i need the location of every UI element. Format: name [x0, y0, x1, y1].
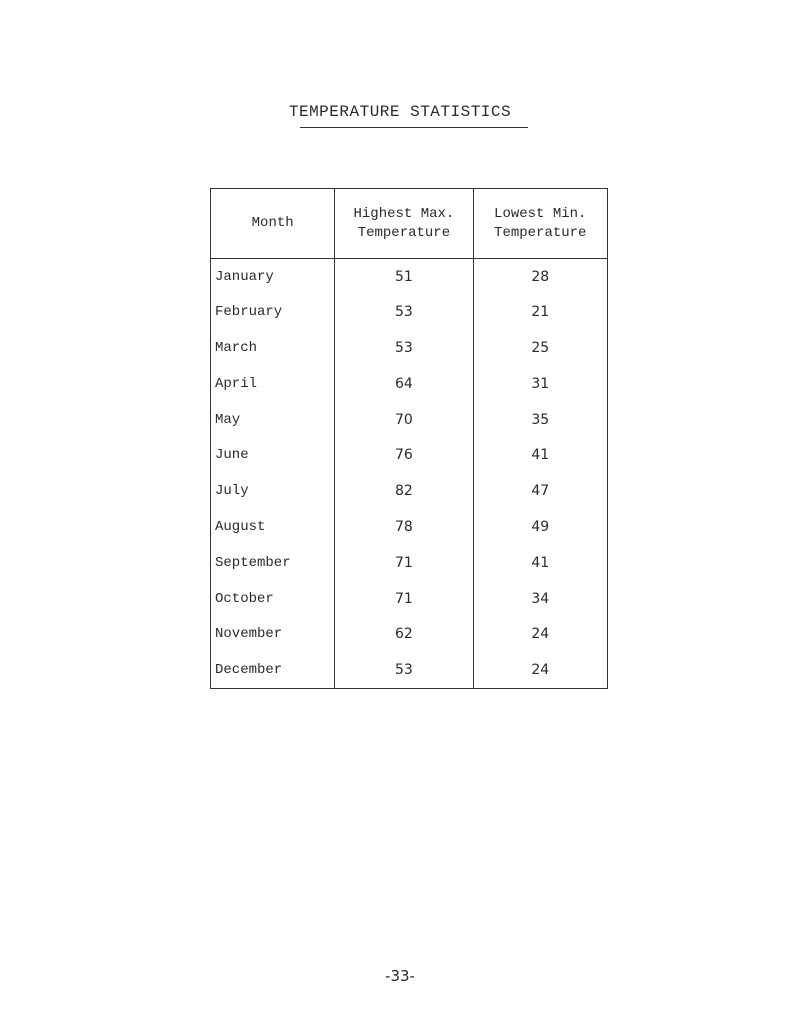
highest-max-cell: 70	[335, 402, 473, 438]
month-cell: August	[211, 509, 335, 545]
table-row	[211, 330, 608, 366]
table-row	[211, 437, 608, 473]
month-cell: October	[211, 581, 335, 617]
table-header-row	[211, 189, 608, 259]
month-cell: June	[211, 437, 335, 473]
lowest-min-cell: 25	[473, 330, 607, 366]
highest-max-cell: 64	[335, 366, 473, 402]
lowest-min-cell: 21	[473, 294, 607, 330]
lowest-min-cell: 31	[473, 366, 607, 402]
highest-max-cell: 82	[335, 473, 473, 509]
highest-max-cell: 53	[335, 330, 473, 366]
month-cell: September	[211, 545, 335, 581]
lowest-min-cell: 41	[473, 545, 607, 581]
lowest-min-cell: 41	[473, 437, 607, 473]
table-row	[211, 366, 608, 402]
highest-max-cell: 51	[335, 259, 473, 295]
title-underline	[300, 127, 528, 128]
lowest-min-cell: 35	[473, 402, 607, 438]
column-header-lowest-min	[473, 189, 607, 259]
month-cell: May	[211, 402, 335, 438]
table-row	[211, 294, 608, 330]
month-cell: March	[211, 330, 335, 366]
column-header-month: Month	[211, 189, 335, 259]
lowest-min-cell: 34	[473, 581, 607, 617]
table-row	[211, 581, 608, 617]
temperature-table	[210, 188, 608, 689]
highest-max-cell: 53	[335, 652, 473, 688]
month-cell: January	[211, 259, 335, 295]
lowest-min-cell: 47	[473, 473, 607, 509]
table-row	[211, 509, 608, 545]
lowest-min-cell: 28	[473, 259, 607, 295]
lowest-min-cell: 24	[473, 652, 607, 688]
column-header-highest-max-line1: Highest Max.	[353, 205, 455, 222]
page-number: -33-	[385, 967, 415, 985]
table-row	[211, 652, 608, 688]
table-row	[211, 259, 608, 295]
table-row	[211, 616, 608, 652]
lowest-min-cell: 49	[473, 509, 607, 545]
column-header-lowest-min-line2: Temperature	[494, 224, 587, 241]
highest-max-cell: 53	[335, 294, 473, 330]
lowest-min-cell: 24	[473, 616, 607, 652]
table-row	[211, 545, 608, 581]
month-cell: November	[211, 616, 335, 652]
highest-max-cell: 78	[335, 509, 473, 545]
column-header-highest-max	[335, 189, 473, 259]
month-cell: July	[211, 473, 335, 509]
table-row	[211, 402, 608, 438]
month-cell: April	[211, 366, 335, 402]
column-header-lowest-min-line1: Lowest Min.	[494, 205, 587, 222]
page-title: TEMPERATURE STATISTICS	[288, 103, 512, 121]
highest-max-cell: 62	[335, 616, 473, 652]
highest-max-cell: 71	[335, 581, 473, 617]
highest-max-cell: 71	[335, 545, 473, 581]
highest-max-cell: 76	[335, 437, 473, 473]
column-header-highest-max-line2: Temperature	[357, 224, 451, 241]
table-row	[211, 473, 608, 509]
month-cell: February	[211, 294, 335, 330]
month-cell: December	[211, 652, 335, 688]
